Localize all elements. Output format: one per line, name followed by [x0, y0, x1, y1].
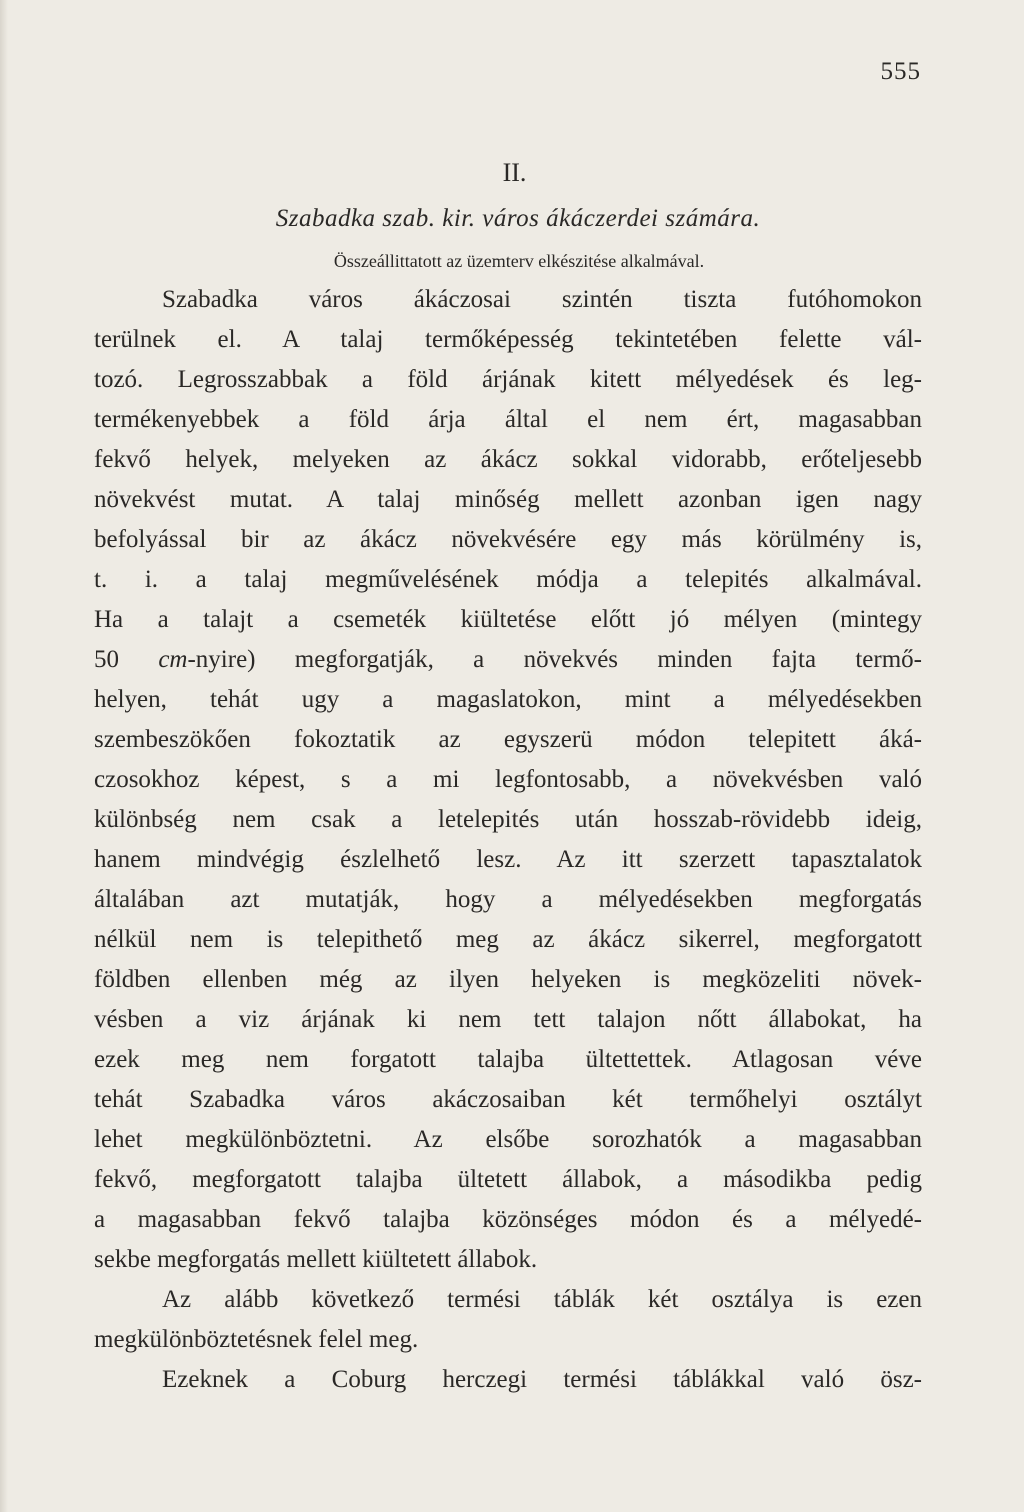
page-number: 555 [880, 58, 921, 85]
text-line: sekbe megforgatás mellett kiültetett állabok. [94, 1246, 538, 1273]
text-line: Az alább következő termési táblák két osztálya is ezen [162, 1286, 922, 1313]
text-line: t. i. a talaj megművelésének módja a telepités alkalmával. [94, 566, 922, 593]
text-line: nélkül nem is telepithető meg az ákácz sikerrel, megforgatott [94, 926, 922, 953]
text-line: fekvő, megforgatott talajba ültetett állabok, a másodikba pedig [94, 1166, 922, 1193]
text-line: Ezeknek a Coburg herczegi termési táblákkal való ösz- [162, 1366, 922, 1393]
text-line: növekvést mutat. A talaj minőség mellett azonban igen nagy [94, 486, 922, 513]
text-line: czosokhoz képest, s a mi legfontosabb, a növekvésben való [94, 766, 922, 793]
text-line: vésben a viz árjának ki nem tett talajon nőtt állabokat, ha [94, 1006, 922, 1033]
text-line: lehet megkülönböztetni. Az elsőbe sorozhatók a magasabban [94, 1126, 922, 1153]
body-text [94, 280, 922, 1400]
section-number: II. [502, 158, 527, 187]
text-line-rest: -nyire) megforgatják, a növekvés minden fajta termő- [187, 646, 922, 673]
text-line-with-measure [94, 640, 922, 680]
text-line: fekvő helyek, melyeken az ákácz sokkal vidorabb, erőteljesebb [94, 446, 922, 473]
text-line: Ha a talajt a csemeték kiültetése előtt jó mélyen (mintegy [94, 606, 922, 633]
text-line: általában azt mutatják, hogy a mélyedésekben megforgatás [94, 886, 922, 913]
text-line: helyen, tehát ugy a magaslatokon, mint a mélyedésekben [94, 686, 922, 713]
section-subheading: Összeállittatott az üzemterv elkészitése alkalmával. [333, 251, 705, 271]
text-line: Szabadka város ákáczosai szintén tiszta futóhomokon [162, 286, 922, 313]
text-line: befolyással bir az ákácz növekvésére egy más körülmény is, [94, 526, 922, 553]
measure-unit: cm [158, 646, 188, 673]
text-line: megkülönböztetésnek felel meg. [94, 1326, 419, 1353]
text-line: földben ellenben még az ilyen helyeken is megközeliti növek- [94, 966, 922, 993]
text-line: termékenyebbek a föld árja által el nem ért, magasabban [94, 406, 922, 433]
text-line: szembeszökően fokoztatik az egyszerü módon telepitett áká- [94, 726, 922, 753]
text-line: a magasabban fekvő talajba közönséges módon és a mélyedé- [94, 1206, 922, 1233]
text-line: hanem mindvégig észlelhető lesz. Az itt szerzett tapasztalatok [94, 846, 922, 873]
text-line: tozó. Legrosszabbak a föld árjának kitett mélyedések és leg- [94, 366, 922, 393]
text-line: különbség nem csak a letelepités után hosszab-rövidebb ideig, [94, 806, 922, 833]
text-line: ezek meg nem forgatott talajba ültettettek. Atlagosan véve [94, 1046, 922, 1073]
measure-number: 50 [94, 646, 119, 673]
text-line: terülnek el. A talaj termőképesség tekintetében felette vál- [94, 326, 922, 353]
text-line: tehát Szabadka város akáczosaiban két termőhelyi osztályt [94, 1086, 922, 1113]
section-heading: Szabadka szab. kir. város ákáczerdei számára. [275, 205, 761, 232]
